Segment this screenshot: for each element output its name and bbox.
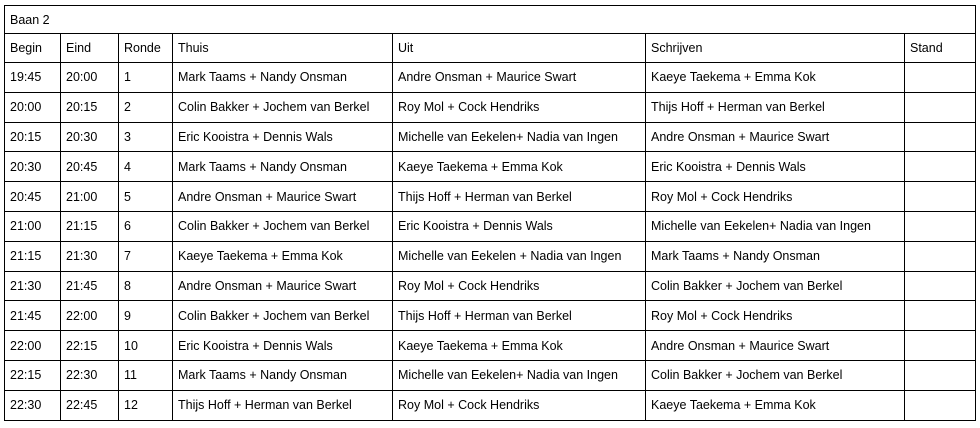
column-header-eind: Eind	[61, 34, 119, 63]
table-row	[5, 241, 976, 271]
cell-schrijven: Andre Onsman + Maurice Swart	[646, 331, 905, 361]
cell-begin: 22:15	[5, 360, 61, 390]
cell-begin: 21:15	[5, 241, 61, 271]
cell-eind: 20:15	[61, 92, 119, 122]
cell-uit: Kaeye Taekema + Emma Kok	[393, 331, 646, 361]
column-header-stand: Stand	[905, 34, 976, 63]
cell-ronde: 5	[119, 182, 173, 212]
cell-eind: 20:45	[61, 152, 119, 182]
column-header-uit: Uit	[393, 34, 646, 63]
cell-schrijven: Eric Kooistra + Dennis Wals	[646, 152, 905, 182]
column-header-ronde: Ronde	[119, 34, 173, 63]
cell-schrijven: Kaeye Taekema + Emma Kok	[646, 390, 905, 420]
table-row	[5, 122, 976, 152]
cell-schrijven: Roy Mol + Cock Hendriks	[646, 301, 905, 331]
cell-schrijven: Roy Mol + Cock Hendriks	[646, 182, 905, 212]
cell-uit: Michelle van Eekelen + Nadia van Ingen	[393, 241, 646, 271]
cell-eind: 21:30	[61, 241, 119, 271]
cell-ronde: 7	[119, 241, 173, 271]
cell-eind: 22:15	[61, 331, 119, 361]
cell-begin: 21:45	[5, 301, 61, 331]
cell-stand	[905, 241, 976, 271]
cell-ronde: 6	[119, 211, 173, 241]
table-row	[5, 182, 976, 212]
cell-eind: 20:00	[61, 63, 119, 93]
cell-schrijven: Kaeye Taekema + Emma Kok	[646, 63, 905, 93]
cell-uit: Eric Kooistra + Dennis Wals	[393, 211, 646, 241]
cell-uit: Michelle van Eekelen+ Nadia van Ingen	[393, 360, 646, 390]
cell-thuis: Mark Taams + Nandy Onsman	[173, 63, 393, 93]
column-header-thuis: Thuis	[173, 34, 393, 63]
schedule-container	[4, 5, 976, 421]
cell-stand	[905, 211, 976, 241]
cell-ronde: 2	[119, 92, 173, 122]
cell-uit: Roy Mol + Cock Hendriks	[393, 271, 646, 301]
cell-ronde: 8	[119, 271, 173, 301]
cell-stand	[905, 182, 976, 212]
cell-uit: Roy Mol + Cock Hendriks	[393, 92, 646, 122]
cell-uit: Roy Mol + Cock Hendriks	[393, 390, 646, 420]
cell-uit: Thijs Hoff + Herman van Berkel	[393, 301, 646, 331]
cell-stand	[905, 271, 976, 301]
cell-begin: 22:00	[5, 331, 61, 361]
cell-eind: 21:15	[61, 211, 119, 241]
table-row	[5, 92, 976, 122]
cell-ronde: 4	[119, 152, 173, 182]
cell-schrijven: Thijs Hoff + Herman van Berkel	[646, 92, 905, 122]
cell-ronde: 1	[119, 63, 173, 93]
cell-thuis: Colin Bakker + Jochem van Berkel	[173, 301, 393, 331]
cell-eind: 21:45	[61, 271, 119, 301]
cell-stand	[905, 360, 976, 390]
schedule-table	[4, 5, 976, 421]
cell-begin: 20:30	[5, 152, 61, 182]
column-header-begin: Begin	[5, 34, 61, 63]
cell-begin: 20:45	[5, 182, 61, 212]
cell-stand	[905, 301, 976, 331]
cell-thuis: Andre Onsman + Maurice Swart	[173, 271, 393, 301]
cell-eind: 22:45	[61, 390, 119, 420]
table-title: Baan 2	[5, 6, 976, 34]
cell-eind: 22:30	[61, 360, 119, 390]
cell-thuis: Mark Taams + Nandy Onsman	[173, 152, 393, 182]
cell-begin: 20:15	[5, 122, 61, 152]
cell-uit: Kaeye Taekema + Emma Kok	[393, 152, 646, 182]
table-row	[5, 331, 976, 361]
table-row	[5, 360, 976, 390]
table-row	[5, 301, 976, 331]
cell-thuis: Eric Kooistra + Dennis Wals	[173, 122, 393, 152]
cell-uit: Thijs Hoff + Herman van Berkel	[393, 182, 646, 212]
table-row	[5, 63, 976, 93]
cell-ronde: 12	[119, 390, 173, 420]
cell-stand	[905, 122, 976, 152]
cell-begin: 21:30	[5, 271, 61, 301]
cell-schrijven: Colin Bakker + Jochem van Berkel	[646, 360, 905, 390]
cell-ronde: 3	[119, 122, 173, 152]
cell-eind: 20:30	[61, 122, 119, 152]
cell-ronde: 10	[119, 331, 173, 361]
cell-ronde: 11	[119, 360, 173, 390]
cell-eind: 21:00	[61, 182, 119, 212]
cell-stand	[905, 152, 976, 182]
cell-eind: 22:00	[61, 301, 119, 331]
column-header-schrijven: Schrijven	[646, 34, 905, 63]
cell-schrijven: Colin Bakker + Jochem van Berkel	[646, 271, 905, 301]
cell-thuis: Andre Onsman + Maurice Swart	[173, 182, 393, 212]
cell-ronde: 9	[119, 301, 173, 331]
cell-begin: 20:00	[5, 92, 61, 122]
schedule-body	[5, 63, 976, 421]
cell-begin: 22:30	[5, 390, 61, 420]
cell-stand	[905, 390, 976, 420]
header-row	[5, 34, 976, 63]
cell-uit: Andre Onsman + Maurice Swart	[393, 63, 646, 93]
cell-begin: 19:45	[5, 63, 61, 93]
cell-thuis: Mark Taams + Nandy Onsman	[173, 360, 393, 390]
table-row	[5, 390, 976, 420]
cell-begin: 21:00	[5, 211, 61, 241]
cell-stand	[905, 92, 976, 122]
title-row	[5, 6, 976, 34]
cell-schrijven: Andre Onsman + Maurice Swart	[646, 122, 905, 152]
table-row	[5, 271, 976, 301]
cell-stand	[905, 63, 976, 93]
cell-thuis: Colin Bakker + Jochem van Berkel	[173, 92, 393, 122]
cell-thuis: Thijs Hoff + Herman van Berkel	[173, 390, 393, 420]
table-row	[5, 152, 976, 182]
cell-schrijven: Michelle van Eekelen+ Nadia van Ingen	[646, 211, 905, 241]
cell-thuis: Eric Kooistra + Dennis Wals	[173, 331, 393, 361]
cell-thuis: Colin Bakker + Jochem van Berkel	[173, 211, 393, 241]
table-row	[5, 211, 976, 241]
cell-uit: Michelle van Eekelen+ Nadia van Ingen	[393, 122, 646, 152]
cell-stand	[905, 331, 976, 361]
cell-schrijven: Mark Taams + Nandy Onsman	[646, 241, 905, 271]
cell-thuis: Kaeye Taekema + Emma Kok	[173, 241, 393, 271]
